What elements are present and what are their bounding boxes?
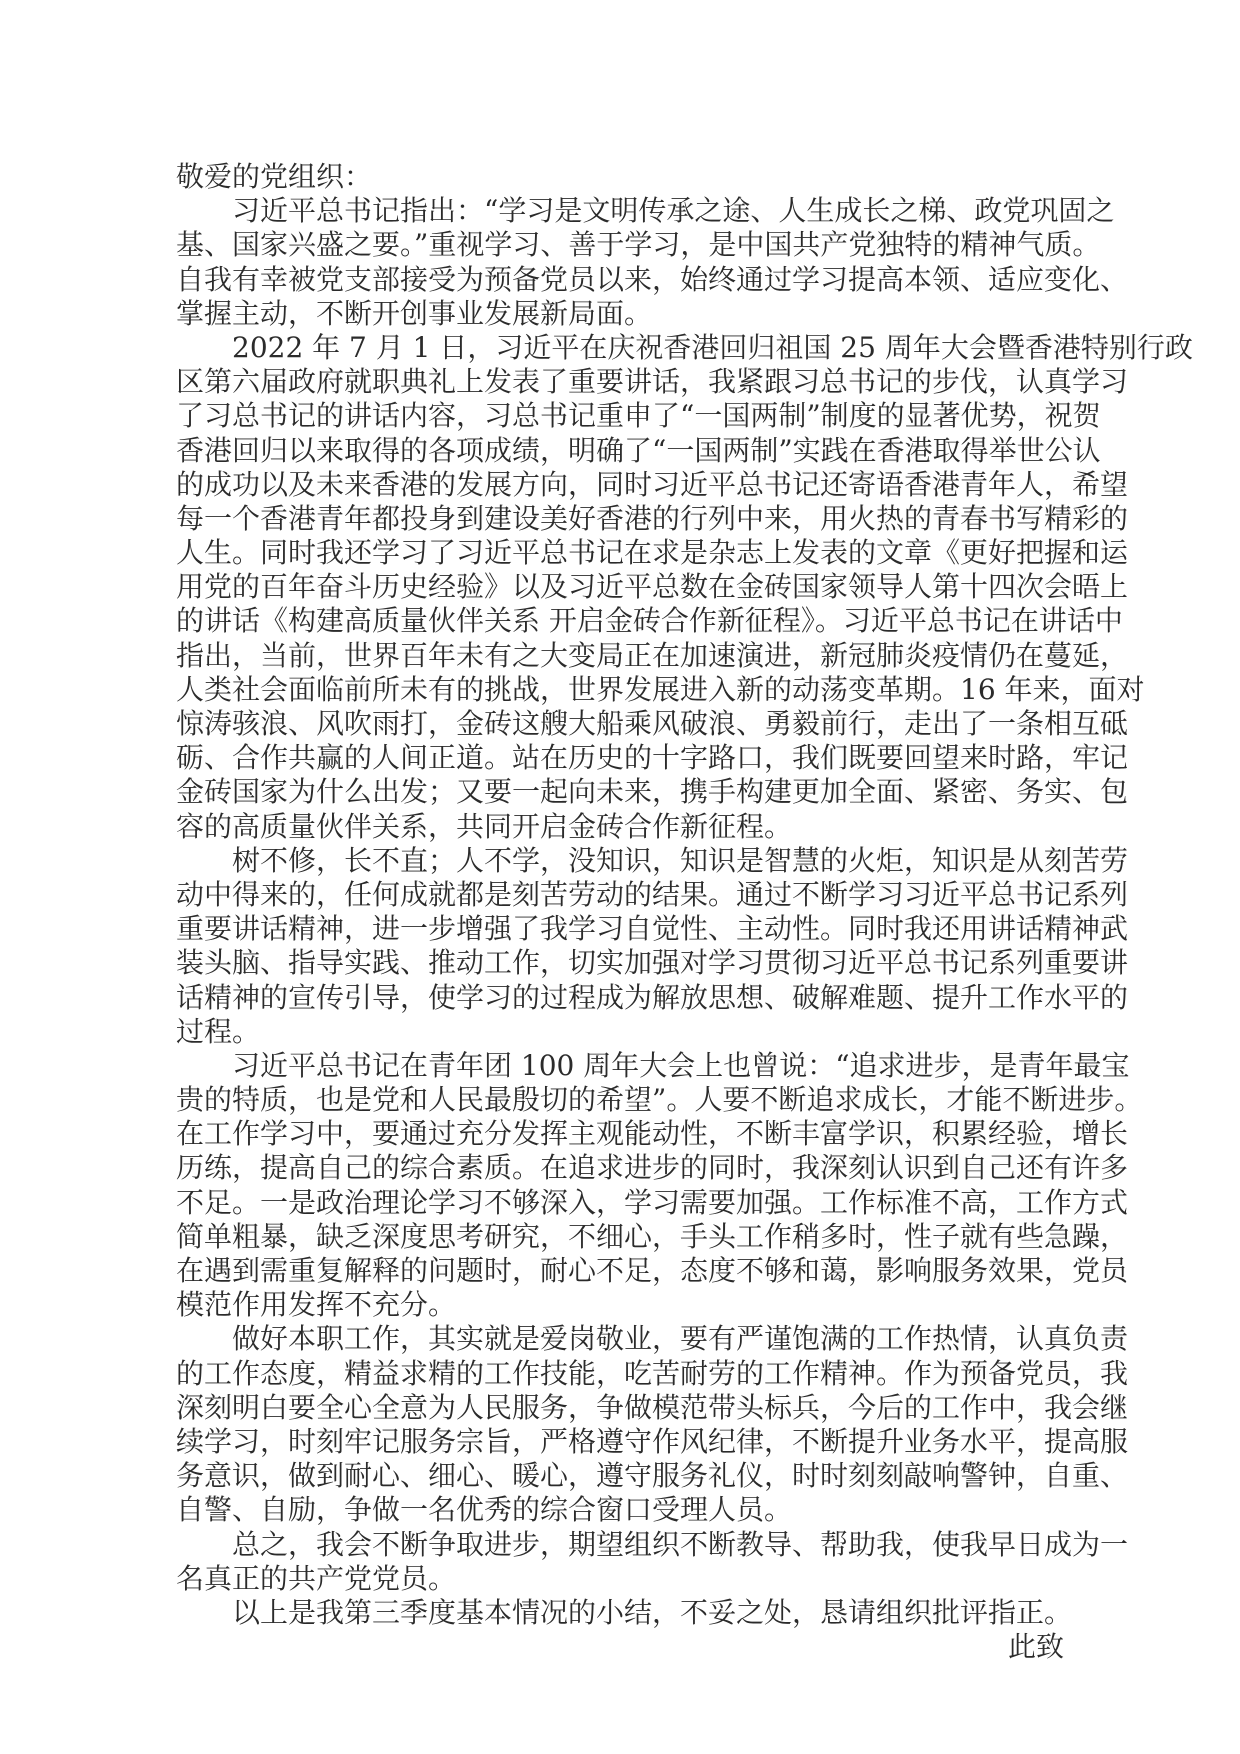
text-line: 贵的特质，也是党和人民最殷切的希望”。人要不断追求成长，才能不断进步。	[176, 1083, 1143, 1117]
text-line: 在工作学习中，要通过充分发挥主观能动性，不断丰富学识，积累经验，增长	[176, 1117, 1129, 1151]
text-line: 的讲话《构建高质量伙伴关系 开启金砖合作新征程》。习近平总书记在讲话中	[176, 604, 1123, 638]
salutation: 敬爱的党组织：	[176, 160, 373, 193]
text-line: 不足。一是政治理论学习不够深入，学习需要加强。工作标准不高，工作方式	[176, 1185, 1129, 1219]
paragraph-4	[176, 1048, 1143, 1323]
text-line: 惊涛骇浪、风吹雨打，金砖这艘大船乘风破浪、勇毅前行，走出了一条相互砥	[176, 707, 1129, 740]
text-line: 区第六届政府就职典礼上发表了重要讲话，我紧跟习总书记的步伐，认真学习	[176, 365, 1129, 399]
text-line: 2022 年 7 月 1 日，习近平在庆祝香港回归祖国 25 周年大会暨香港特别行政	[232, 330, 1193, 364]
text-line: 自我有幸被党支部接受为预备党员以来，始终通过学习提高本领、适应变化、	[176, 262, 1129, 296]
text-line: 动中得来的，任何成就都是刻苦劳动的结果。通过不断学习习近平总书记系列	[176, 877, 1129, 911]
text-line: 做好本职工作，其实就是爱岗敬业，要有严谨饱满的工作热情，认真负责	[232, 1322, 1129, 1356]
text-line: 树不修，长不直；人不学，没知识，知识是智慧的火炬，知识是从刻苦劳	[232, 843, 1129, 877]
text-line: 人生。同时我还学习了习近平总书记在求是杂志上发表的文章《更好把握和运	[176, 536, 1129, 570]
text-line: 掌握主动，不断开创事业发展新局面。	[176, 296, 653, 330]
text-line: 以上是我第三季度基本情况的小结，不妥之处，恳请组织批评指正。	[232, 1595, 1073, 1629]
text-line: 过程。	[176, 1014, 261, 1048]
text-line: 每一个香港青年都投身到建设美好香港的行列中来，用火热的青春书写精彩的	[176, 501, 1129, 535]
text-line: 容的高质量伙伴关系，共同开启金砖合作新征程。	[176, 809, 793, 843]
text-line: 香港回归以来取得的各项成绩，明确了“一国两制”实践在香港取得举世公认	[176, 433, 1101, 467]
text-line: 习近平总书记指出：“学习是文明传承之途、人生成长之梯、政党巩固之	[232, 194, 1115, 228]
text-line: 的成功以及未来香港的发展方向，同时习近平总书记还寄语香港青年人，希望	[176, 467, 1129, 501]
text-line: 指出，当前，世界百年未有之大变局正在加速演进，新冠肺炎疫情仍在蔓延，	[176, 638, 1129, 672]
text-line: 名真正的共产党党员。	[176, 1561, 457, 1595]
text-line: 人类社会面临前所未有的挑战，世界发展进入新的动荡变革期。16 年来，面对	[176, 672, 1145, 706]
text-line: 砺、合作共赢的人间正道。站在历史的十字路口，我们既要回望来时路，牢记	[176, 741, 1129, 775]
text-line: 习近平总书记在青年团 100 周年大会上也曾说：“追求进步，是青年最宝	[232, 1048, 1130, 1082]
text-line: 的工作态度，精益求精的工作技能，吃苦耐劳的工作精神。作为预备党员，我	[176, 1356, 1129, 1390]
closing-phrase: 此致	[1007, 1630, 1064, 1664]
paragraph-2	[176, 330, 1193, 844]
text-line: 基、国家兴盛之要。”重视学习、善于学习，是中国共产党独特的精神气质。	[176, 228, 1101, 262]
text-line: 务意识，做到耐心、细心、暖心，遵守服务礼仪，时时刻刻敲响警钟，自重、	[176, 1459, 1129, 1493]
text-line: 自警、自励，争做一名优秀的综合窗口受理人员。	[176, 1493, 793, 1527]
text-line: 金砖国家为什么出发；又要一起向未来，携手构建更加全面、紧密、务实、包	[176, 775, 1129, 809]
text-line: 模范作用发挥不充分。	[176, 1288, 457, 1322]
paragraph-5	[176, 1322, 1129, 1527]
text-line: 续学习，时刻牢记服务宗旨，严格遵守作风纪律，不断提升业务水平，提高服	[176, 1424, 1129, 1458]
text-line: 了习总书记的讲话内容，习总书记重申了“一国两制”制度的显著优势，祝贺	[176, 399, 1101, 433]
text-line: 重要讲话精神，进一步增强了我学习自觉性、主动性。同时我还用讲话精神武	[176, 912, 1129, 946]
paragraph-1	[176, 194, 1129, 331]
document-page	[176, 160, 1193, 1664]
text-line: 总之，我会不断争取进步，期望组织不断教导、帮助我，使我早日成为一	[232, 1527, 1129, 1561]
text-line: 话精神的宣传引导，使学习的过程成为解放思想、破解难题、提升工作水平的	[176, 980, 1129, 1014]
text-line: 在遇到需重复解释的问题时，耐心不足，态度不够和蔼，影响服务效果，党员	[176, 1254, 1129, 1287]
paragraph-7	[176, 1595, 1073, 1630]
paragraph-6	[176, 1527, 1129, 1596]
text-line: 用党的百年奋斗历史经验》以及习近平总数在金砖国家领导人第十四次会晤上	[176, 570, 1129, 604]
paragraph-3	[176, 843, 1129, 1049]
text-line: 深刻明白要全心全意为人民服务，争做模范带头标兵，今后的工作中，我会继	[176, 1390, 1129, 1424]
text-line: 装头脑、指导实践、推动工作，切实加强对学习贯彻习近平总书记系列重要讲	[176, 946, 1129, 980]
text-line: 简单粗暴，缺乏深度思考研究，不细心，手头工作稍多时，性子就有些急躁，	[176, 1219, 1129, 1253]
text-line: 历练，提高自己的综合素质。在追求进步的同时，我深刻认识到自己还有许多	[176, 1151, 1129, 1185]
